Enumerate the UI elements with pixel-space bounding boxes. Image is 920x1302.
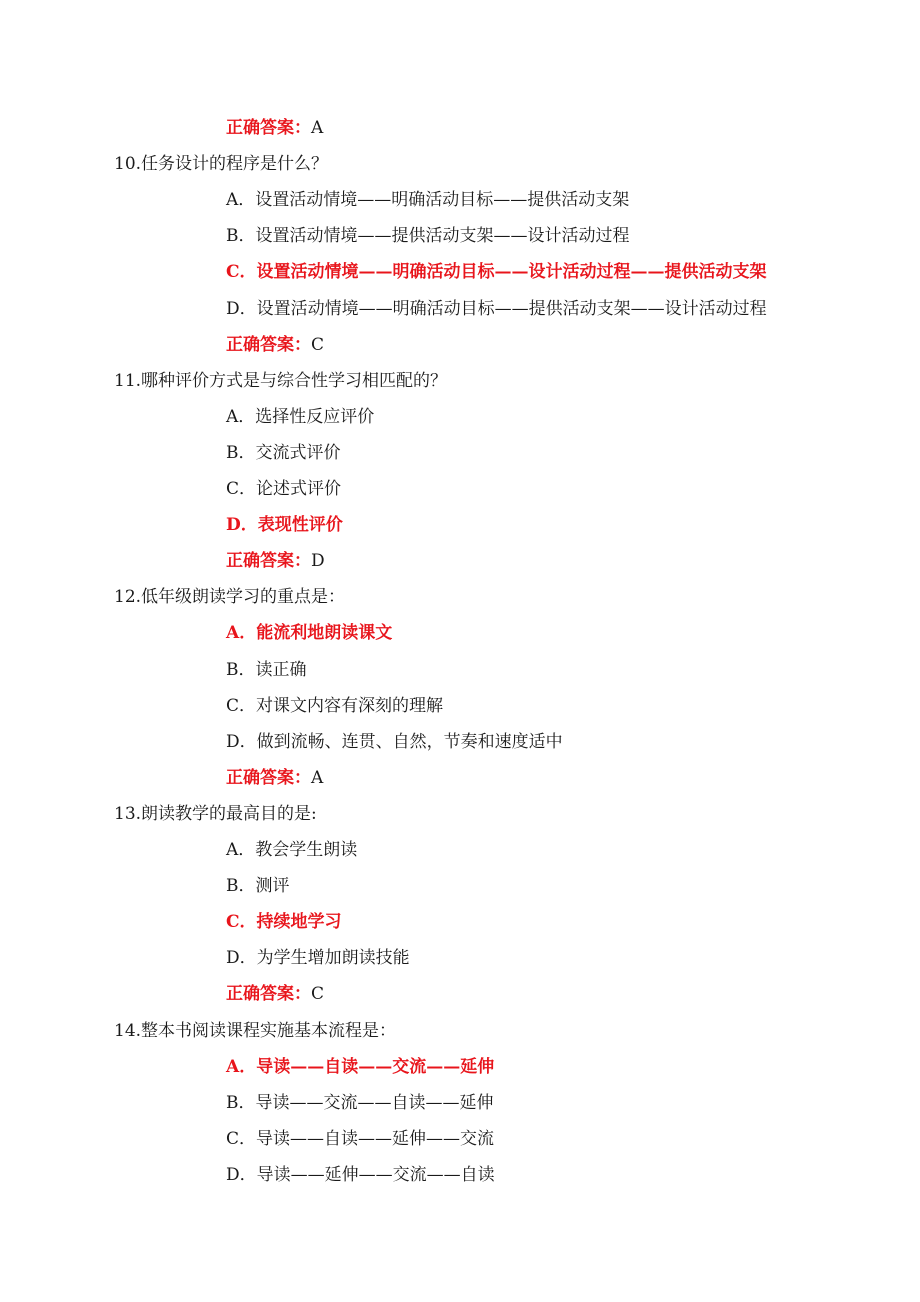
question-text: 整本书阅读课程实施基本流程是： bbox=[141, 1020, 397, 1041]
option-text: 表现性评价 bbox=[257, 515, 343, 536]
option-letter: A． bbox=[226, 190, 256, 211]
option-d bbox=[226, 730, 563, 754]
question-number: 11. bbox=[114, 370, 142, 391]
option-text: 持续地学习 bbox=[256, 912, 342, 933]
option-text: 论述式评价 bbox=[256, 479, 342, 499]
question-11 bbox=[114, 369, 447, 393]
question-13 bbox=[114, 802, 317, 826]
option-letter: B． bbox=[226, 442, 256, 463]
option-letter: C． bbox=[226, 695, 257, 716]
option-text: 测评 bbox=[255, 876, 290, 897]
option-text: 设置活动情境——明确活动目标——设计活动过程——提供活动支架 bbox=[256, 262, 767, 283]
option-letter: B． bbox=[226, 659, 256, 680]
answer-label: 正确答案： bbox=[226, 551, 311, 572]
option-b bbox=[226, 874, 290, 898]
option-b bbox=[226, 441, 341, 465]
option-c bbox=[226, 910, 342, 934]
question-text: 任务设计的程序是什么？ bbox=[141, 154, 329, 175]
answer-line bbox=[226, 982, 324, 1006]
option-a bbox=[226, 621, 392, 645]
option-letter: A． bbox=[226, 623, 257, 644]
option-text: 导读——延伸——交流——自读 bbox=[256, 1164, 495, 1185]
option-b bbox=[226, 224, 630, 248]
answer-line bbox=[226, 766, 323, 790]
option-c bbox=[226, 477, 341, 501]
option-a bbox=[226, 188, 629, 212]
option-d bbox=[226, 1163, 495, 1187]
option-text: 导读——自读——交流——延伸 bbox=[256, 1056, 495, 1077]
answer-line bbox=[226, 116, 323, 140]
answer-label: 正确答案： bbox=[226, 984, 311, 1005]
option-c bbox=[226, 694, 443, 718]
option-letter: D． bbox=[226, 731, 257, 752]
option-letter: B． bbox=[226, 876, 256, 897]
option-letter: D． bbox=[226, 1164, 257, 1185]
option-b bbox=[226, 1091, 494, 1115]
question-number: 14. bbox=[114, 1020, 142, 1041]
option-text: 导读——自读——延伸——交流 bbox=[256, 1128, 495, 1149]
option-text: 导读——交流——自读——延伸 bbox=[255, 1092, 494, 1113]
option-text: 读正确 bbox=[255, 659, 307, 680]
option-c bbox=[226, 1127, 494, 1151]
option-a bbox=[226, 838, 357, 862]
answer-value: C bbox=[311, 334, 325, 355]
answer-value: A bbox=[311, 118, 324, 138]
option-letter: A． bbox=[226, 840, 256, 860]
option-letter: A． bbox=[226, 1056, 257, 1077]
answer-label: 正确答案： bbox=[226, 334, 311, 355]
option-letter: D． bbox=[226, 515, 258, 536]
option-a bbox=[226, 405, 374, 429]
question-text: 哪种评价方式是与综合性学习相匹配的？ bbox=[141, 370, 448, 391]
option-letter: C． bbox=[226, 262, 257, 283]
option-text: 设置活动情境——明确活动目标——提供活动支架 bbox=[255, 190, 630, 211]
question-14 bbox=[114, 1019, 396, 1043]
option-d bbox=[226, 513, 343, 537]
option-text: 设置活动情境——明确活动目标——提供活动支架——设计活动过程 bbox=[256, 298, 767, 319]
answer-value: D bbox=[311, 551, 325, 572]
answer-value: A bbox=[311, 767, 324, 788]
option-letter: C． bbox=[226, 479, 257, 499]
question-text: 朗读教学的最高目的是: bbox=[141, 803, 317, 824]
option-text: 做到流畅、连贯、自然，节奏和速度适中 bbox=[256, 731, 563, 752]
option-letter: B． bbox=[226, 1092, 256, 1113]
option-d bbox=[226, 297, 767, 321]
option-text: 教会学生朗读 bbox=[255, 840, 358, 860]
option-b bbox=[226, 658, 307, 682]
option-text: 为学生增加朗读技能 bbox=[256, 948, 410, 969]
question-number: 12. bbox=[114, 587, 142, 608]
option-text: 对课文内容有深刻的理解 bbox=[256, 695, 444, 716]
option-letter: B． bbox=[226, 226, 256, 247]
question-text: 低年级朗读学习的重点是： bbox=[141, 587, 346, 608]
question-number: 10. bbox=[114, 154, 142, 175]
answer-label: 正确答案： bbox=[226, 118, 311, 138]
answer-line bbox=[226, 333, 324, 357]
answer-line bbox=[226, 549, 325, 573]
answer-value: C bbox=[311, 984, 325, 1005]
question-12 bbox=[114, 585, 345, 609]
option-text: 选择性反应评价 bbox=[255, 406, 375, 427]
option-text: 交流式评价 bbox=[255, 442, 341, 463]
option-text: 能流利地朗读课文 bbox=[256, 623, 393, 644]
answer-label: 正确答案： bbox=[226, 767, 311, 788]
option-c bbox=[226, 260, 767, 284]
question-number: 13. bbox=[114, 803, 142, 824]
option-letter: D． bbox=[226, 948, 257, 969]
option-letter: D． bbox=[226, 298, 257, 319]
question-10 bbox=[114, 152, 328, 176]
option-text: 设置活动情境——提供活动支架——设计活动过程 bbox=[255, 226, 630, 247]
option-letter: C． bbox=[226, 912, 257, 933]
option-d bbox=[226, 946, 410, 970]
option-letter: A． bbox=[226, 406, 256, 427]
option-letter: C． bbox=[226, 1128, 257, 1149]
option-a bbox=[226, 1055, 494, 1079]
